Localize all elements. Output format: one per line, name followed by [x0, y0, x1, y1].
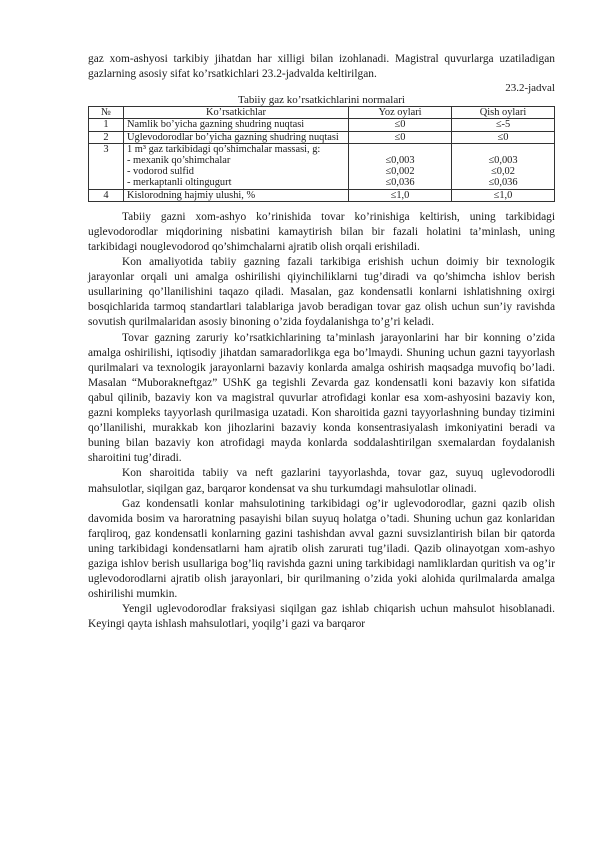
row-winter-value: ≤0,003: [488, 155, 518, 166]
table-header-row: [89, 107, 555, 119]
row-number: 4: [89, 189, 124, 201]
row-winter-value: ≤1,0: [452, 189, 555, 201]
table-title: Tabiiy gaz ko’rsatkichlarini normalari: [238, 94, 405, 107]
body-paragraph: Gaz kondensatli konlar mahsulotining tarkibidagi og’ir uglevodorodlar, gazni qazib olish davomida bosim va haroratning pasayishi bilan suyuq holatga o’tadi. Shuning uchun gaz konlaridan farqliroq, gaz kondensatli konlarning gazini tashishdan avval gazni suvsizlantirish bilan bir qatorda uning tarkibidagi kondensatlarni ham ajratib olish zarurati tug’iladi. Qazib olinayotgan xom-ashyo gaziga ishlov berish usullariga bog’liq ravishda gazni uning tarkibidagi namliklardan quritish va og’ir uglevodorodlarni ajratib olish jarayonlari, bir qurilmaning o’zida yoki alohida qurilmalarda amalga oshirilishi mumkin.: [88, 497, 555, 601]
table-row: [89, 131, 555, 143]
row-winter-values: [452, 143, 555, 189]
row-number: 1: [89, 119, 124, 131]
row-sub-item: - mexanik qo’shimchalar: [127, 155, 231, 166]
row-winter-value: ≤-5: [452, 119, 555, 131]
row-sub-item: - vodorod sulfid: [127, 166, 194, 178]
table-row: [89, 119, 555, 131]
intro-paragraph: gaz xom-ashyosi tarkibiy jihatdan har xilligi bilan izohlanadi. Magistral quvurlarga uzatiladigan gazlarning asosiy sifat ko’rsatkichlari 23.2-jadvalda keltirilgan.: [88, 53, 555, 81]
row-summer-value: ≤0,036: [385, 177, 415, 189]
row-winter-value: ≤0,036: [488, 177, 518, 189]
header-number: №: [89, 107, 124, 119]
table-row: [89, 143, 555, 189]
row-summer-value: ≤0: [349, 131, 452, 143]
row-indicator: Namlik bo’yicha gazning shudring nuqtasi: [124, 119, 349, 131]
body-paragraph: Kon sharoitida tabiiy va neft gazlarini tayyorlashda, tovar gaz, suyuq uglevodorodli mahsulotlar, siqilgan gaz, barqaror kondensat va shu turkumdagi mahsulotlar olinadi.: [88, 467, 555, 495]
row-summer-value: ≤0: [349, 119, 452, 131]
gas-norms-table: [88, 106, 555, 202]
row-indicator: [124, 143, 349, 189]
header-summer: Yoz oylari: [349, 107, 452, 119]
row-summer-value: ≤1,0: [349, 189, 452, 201]
header-winter: Qish oylari: [452, 107, 555, 119]
row-indicator: Kislorodning hajmiy ulushi, %: [124, 189, 349, 201]
row-summer-values: [349, 143, 452, 189]
header-indicators: Ko’rsatkichlar: [124, 107, 349, 119]
body-paragraph: Tabiiy gazni xom-ashyo ko’rinishida tovar ko’rinishiga keltirish, uning tarkibidagi uglevodorodlar miqdorining nisbatini kamaytirish bilan bir fazali holatini ta’minlash, uning tarkibidagi nouglevodorod qo’shimchalarni ajratib olish orqali erishiladi.: [88, 210, 555, 253]
row-sub-item: - merkaptanli oltingugurt: [127, 177, 232, 189]
row-indicator-title: 1 m³ gaz tarkibidagi qo’shimchalar massasi, g:: [127, 143, 321, 155]
table-row: [89, 189, 555, 201]
body-paragraph: Tovar gazning zaruriy ko’rsatkichlarining ta’minlash jarayonlarini har bir konning o’zida amalga oshirilishi, iqtisodiy jihatdan samaradorlikga ega bo’lmaydi. Shuning uchun gazni tayyorlash qurilmalari va texnologik jarayonlarni bazaviy konlarda amalga oshirish maqsadga muvofiq bo’ladi. Masalan “Muborakneftgaz” UShK ga tegishli Zevarda gaz kondensatli koni bazaviy kon sifatida qabul qilinib, bazaviy kon va magistral quvurlar atrofidagi konlar esa xom-ashyosini bazaviy kon, gazni kompleks tayyorlash qurilmasiga uzatadi. Kon sharoitida gazni tayyorlashning bunday tizimini qo’llanilishi, murakkab kon jihozlarini bazaviy konda konsentrasiyalash imkoniyatini beradi va buning bilan bazaviy kon atrofidagi mayda konlarda soddalashtirilgan sxemalardan foydalanish sharoitini tug’diradi.: [88, 331, 555, 465]
row-number: 3: [89, 143, 124, 189]
body-paragraph: Yengil uglevodorodlar fraksiyasi siqilgan gaz ishlab chiqarish uchun mahsulot hisoblanadi. Keyingi qayta ishlash mahsulotlari, yoqilg’i gazi va barqaror: [88, 603, 555, 631]
row-indicator: Uglevodorodlar bo’yicha gazning shudring nuqtasi: [124, 131, 349, 143]
row-winter-value: ≤0,02: [491, 166, 515, 178]
row-number: 2: [89, 131, 124, 143]
row-summer-value: ≤0,002: [385, 166, 415, 178]
table-reference: 23.2-jadval: [505, 82, 555, 95]
body-paragraph: Kon amaliyotida tabiiy gazning fazali tarkibiga erishish uchun doimiy bir texnologik jarayonlar orqali uni amalga oshirilishi qiyinchiliklarni tug’diradi va qo’shimcha ishlov berish usullarining qo’llanilishini taqazo qiladi. Masalan, gaz kondensatli konlarni ishlatishning oxirgi bosqichlarida tarmoq standartlari talablariga javob beradigan tovar gaz olish uchun sun’iy ravishda sovutish qurilmalaridan asosiy binoning o’zida foydalanishga to’g’ri keladi.: [88, 256, 555, 329]
row-winter-value: ≤0: [452, 131, 555, 143]
row-summer-value: ≤0,003: [385, 155, 415, 166]
